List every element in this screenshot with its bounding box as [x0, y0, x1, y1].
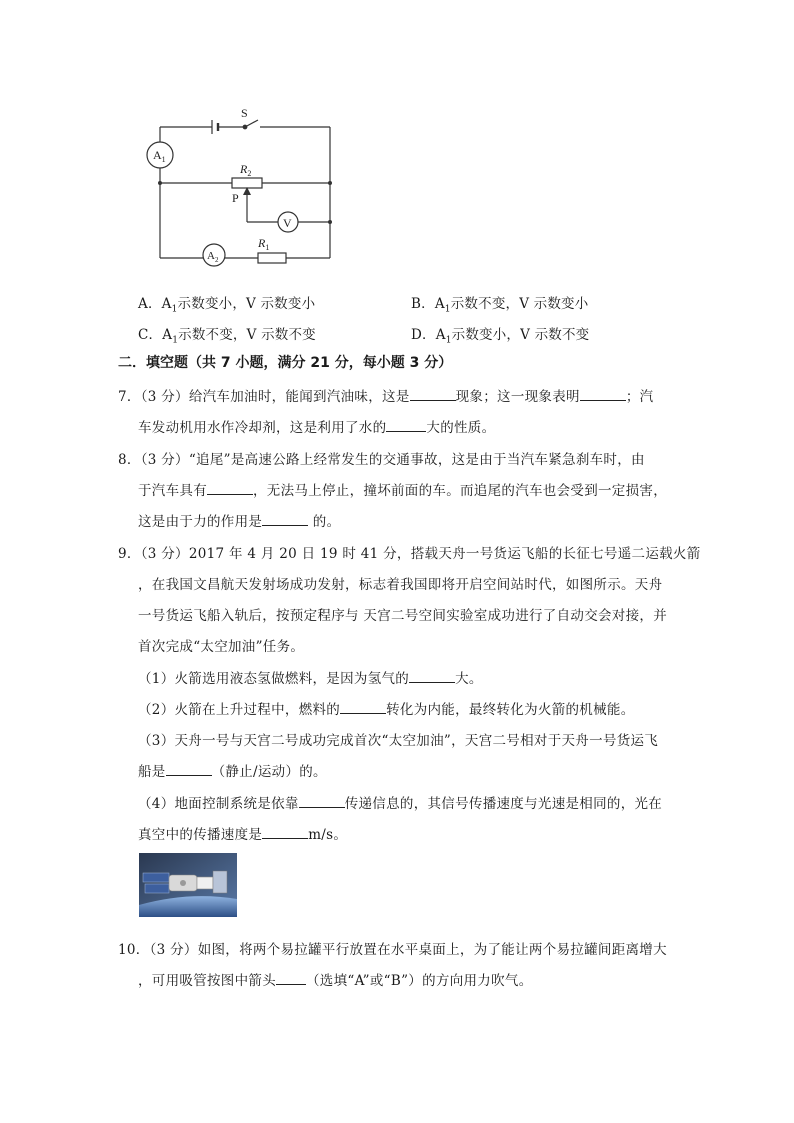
q8-line-2: 于汽车具有 ，无法马上停止，撞坏前面的车。而追尾的汽车也会受到一定损害， — [138, 483, 667, 499]
resistor-label: $R_1$ — [258, 236, 270, 252]
q9-sub-4a: （4）地面控制系统是依靠 传递信息的，其信号传播速度与光速是相同的，光在 — [138, 796, 663, 812]
option-c[interactable]: C．$A_1$示数不变，V 示数不变 — [138, 327, 316, 346]
q7-blank-1[interactable] — [410, 388, 456, 401]
q8-blank-2[interactable] — [262, 513, 308, 526]
switch-label: S — [241, 106, 248, 120]
q9-line-3: 一号货运飞船入轨后，按预定程序与 天宫二号空间实验室成功进行了自动交会对接，并 — [138, 608, 667, 624]
q9-blank-1[interactable] — [409, 670, 455, 683]
option-d[interactable]: D．$A_1$示数变小，V 示数不变 — [411, 327, 590, 346]
q8-line-1: 8．（3 分）“追尾”是高速公路上经常发生的交通事故，这是由于当汽车紧急刹车时，由 — [118, 452, 645, 468]
q9-blank-5[interactable] — [262, 826, 308, 839]
q10-blank-1[interactable] — [276, 972, 306, 985]
q7-line-2: 车发动机用水作冷却剂，这是利用了水的 大的性质。 — [138, 420, 496, 436]
rheostat-label: $R_2$ — [240, 162, 252, 178]
q9-sub-3b: 船是 （静止/运动）的。 — [138, 764, 327, 780]
q9-blank-4[interactable] — [299, 795, 345, 808]
q10-line-2: ，可用吸管按图中箭头 （选填“A”或“B”）的方向用力吹气。 — [138, 973, 533, 989]
q8-line-3: 这是由于力的作用是 的。 — [138, 514, 341, 530]
q9-sub-3a: （3）天舟一号与天宫二号成功完成首次“太空加油”，天宫二号相对于天舟一号货运飞 — [138, 733, 659, 749]
option-b[interactable]: B．$A_1$示数不变，V 示数变小 — [411, 296, 589, 315]
ammeter2-label: $A_2$ — [207, 250, 219, 264]
q8-blank-1[interactable] — [207, 482, 253, 495]
spacecraft-image — [139, 853, 237, 917]
q9-blank-3[interactable] — [166, 763, 212, 776]
circuit-diagram — [130, 100, 350, 275]
slider-label: P — [232, 191, 239, 205]
q9-line-1: 9．（3 分）2017 年 4 月 20 日 19 时 41 分，搭载天舟一号货运飞船的长征七号遥二运载火箭 — [118, 546, 701, 562]
q7-line-1: 7．（3 分）给汽车加油时，能闻到汽油味，这是 现象；这一现象表明 ；汽 — [118, 389, 654, 405]
q9-sub-1: （1）火箭选用液态氢做燃料，是因为氢气的 大。 — [138, 671, 483, 687]
q9-line-4: 首次完成“太空加油”任务。 — [138, 639, 305, 655]
option-a[interactable]: A．$A_1$示数变小，V 示数变小 — [138, 296, 316, 315]
q9-sub-2: （2）火箭在上升过程中，燃料的 转化为内能，最终转化为火箭的机械能。 — [138, 702, 635, 718]
q10-line-1: 10．（3 分）如图，将两个易拉罐平行放置在水平桌面上，为了能让两个易拉罐间距离增大 — [118, 942, 667, 958]
ammeter1-label: $A_1$ — [153, 148, 166, 164]
q9-sub-4b: 真空中的传播速度是 m/s。 — [138, 827, 348, 843]
q9-line-2: ，在我国文昌航天发射场成功发射，标志着我国即将开启空间站时代，如图所示。天舟 — [138, 577, 663, 593]
voltmeter-label: V — [283, 216, 292, 230]
q9-blank-2[interactable] — [340, 701, 386, 714]
q7-blank-3[interactable] — [386, 419, 426, 432]
q7-blank-2[interactable] — [580, 388, 626, 401]
section-title: 二．填空题（共 7 小题，满分 21 分，每小题 3 分） — [118, 355, 453, 371]
